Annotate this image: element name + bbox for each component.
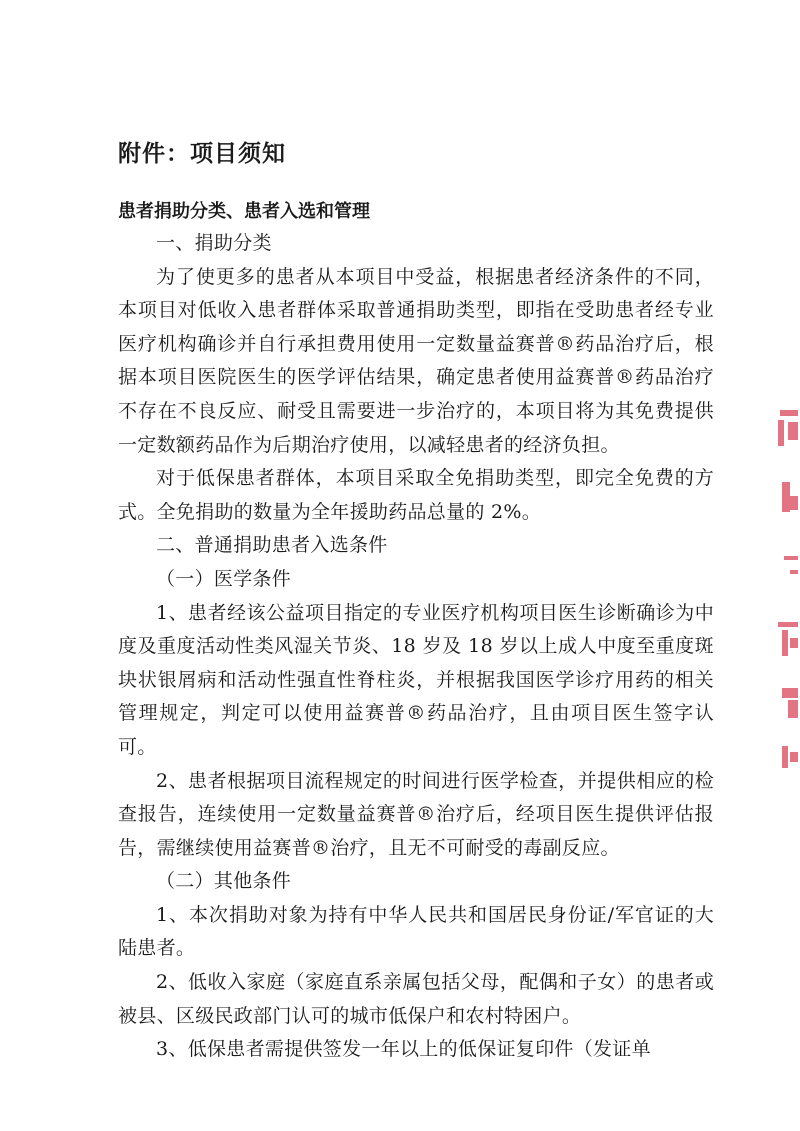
heading-other-conditions: （二）其他条件 xyxy=(156,870,292,893)
paragraph-medical-condition-1: 1、患者经该公益项目指定的专业医疗机构项目医生诊断确诊为中度及重度活动性类风湿关节炎、18 岁及 18 岁以上成人中度至重度斑块状银屑病和活动性强直性脊柱炎，并根据我国医学诊疗用药的相关管理规定，判定可以使用益赛普®药品治疗，且由项目医生签字认可。 xyxy=(118,601,714,758)
paragraph-other-condition-1: 1、本次捐助对象为持有中华人民共和国居民身份证/军官证的大陆患者。 xyxy=(118,903,714,960)
section-heading: 患者捐助分类、患者入选和管理 xyxy=(118,201,370,222)
red-seal-fragment xyxy=(770,400,800,780)
heading-general-criteria: 二、普通捐助患者入选条件 xyxy=(156,534,388,557)
document-title: 附件：项目须知 xyxy=(118,141,286,167)
paragraph-donation-types: 为了使更多的患者从本项目中受益，根据患者经济条件的不同，本项目对低收入患者群体采取普通捐助类型，即指在受助患者经专业医疗机构确诊并自行承担费用使用一定数量益赛普®药品治疗后，根据本项目医院医生的医学评估结果，确定患者使用益赛普®药品治疗不存在不良反应、耐受且需要进一步治疗的，本项目将为其免费提供一定数额药品作为后期治疗使用，以减轻患者的经济负担。 xyxy=(118,265,714,456)
paragraph-other-condition-2: 2、低收入家庭（家庭直系亲属包括父母，配偶和子女）的患者或被县、区级民政部门认可的城市低保户和农村特困户。 xyxy=(118,971,714,1027)
heading-donation-types: 一、捐助分类 xyxy=(156,232,272,254)
paragraph-other-condition-3: 3、低保患者需提供签发一年以上的低保证复印件（发证单 xyxy=(156,1038,651,1061)
paragraph-medical-condition-2: 2、患者根据项目流程规定的时间进行医学检查，并提供相应的检查报告，连续使用一定数量益赛普®治疗后，经项目医生提供评估报告，需继续使用益赛普®治疗，且无不可耐受的毒副反应。 xyxy=(118,769,714,859)
document-content xyxy=(118,136,714,1061)
heading-medical-conditions: （一）医学条件 xyxy=(156,567,292,590)
document-body xyxy=(118,227,714,1067)
paragraph-full-donation: 对于低保患者群体，本项目采取全免捐助类型，即完全免费的方式。全免捐助的数量为全年援助药品总量的 2%。 xyxy=(118,467,714,523)
